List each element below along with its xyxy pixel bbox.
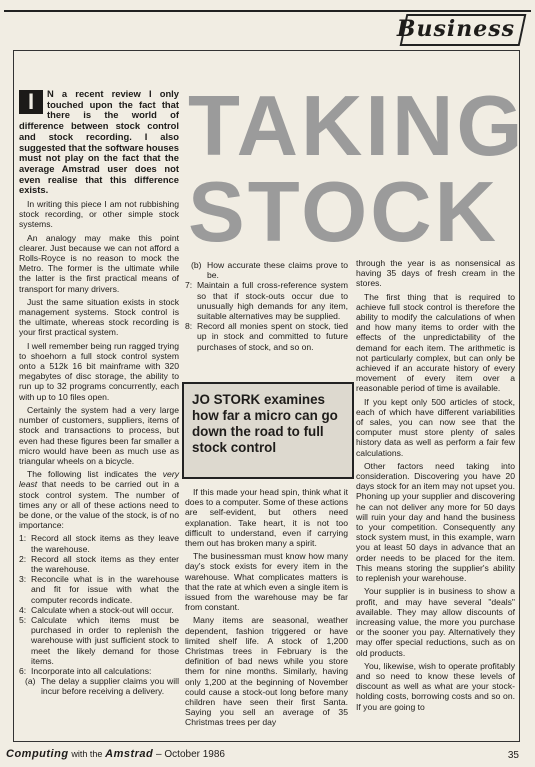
list-text: The delay a supplier claims you will incur before receiving a delivery. xyxy=(41,676,179,697)
list-item xyxy=(19,605,179,615)
headline-line-1: TAKING xyxy=(188,79,526,174)
list-item xyxy=(19,574,179,605)
page-number: 35 xyxy=(507,750,519,761)
paragraph: Your supplier is in business to show a profit, and may have several "deals" available. They may allow discounts of increasing value, the more you purchase or the sooner you pay. Alternatively they may offer special reductions, such as on old products. xyxy=(356,586,515,658)
list-number: 4: xyxy=(19,604,27,615)
paragraph: Many items are seasonal, weather dependent, fashion triggered or have limited shelf life. A stock of 1,200 Christmas trees in February is the definition of bad news while you store them for nine months. Similarly, having only 1,200 at the beginning of November could cause a stock-out long before many children have seen their first Santa. Saying you sell an average of 35 Christmas trees per day xyxy=(185,615,348,728)
author-name: JO STORK xyxy=(192,392,261,407)
standfirst-body: examines how far a micro can go down the road to full stock control xyxy=(192,392,338,455)
standfirst-text xyxy=(192,392,344,456)
column-2-bottom xyxy=(185,487,348,731)
headline-line-2: STOCK xyxy=(188,165,499,260)
list-item xyxy=(19,554,179,574)
list-item xyxy=(185,321,348,352)
paragraph: Other factors need taking into consideration. Discovering you have 20 days stock for an item may not upset you. Phoning up your supplier and discovering he can not deliver any more for 50 days will ruin your day and hand the business to your competition. Consequently any stock system must, in this example, warn you at least 50 days in advance that an order needs to be placed for the item. This means storing the supplier's ability to replenish your warehouse. xyxy=(356,460,515,584)
footer-masthead xyxy=(6,748,225,760)
paragraph: The businessman must know how many day's stock exists for every item in the warehouse. What complicates matters is that the rate at which even a single item is issued from the warehouse may be far from constant. xyxy=(185,551,348,613)
column-3 xyxy=(356,258,515,715)
section-label: Business xyxy=(396,16,515,42)
list-number: (a) xyxy=(25,676,36,687)
list-item xyxy=(19,615,179,666)
list-item xyxy=(185,260,348,280)
paragraph: Certainly the system had a very large number of customers, suppliers, items of stock and transactions to process, but even had these figures been far smaller a micro would have been as much use as triangular wheels on a bicycle. xyxy=(19,404,179,466)
list-text: Calculate which items must be purchased in order to replenish the warehouse with just sufficient stock to meet the likely demand for those items. xyxy=(31,614,179,666)
lead-text: N a recent review I only touched upon the fact that there is the world of difference between stock control and stock recording. I also suggested that the software houses must not play on the fact that the average Amstrad user does not even realise that this difference exists. xyxy=(19,88,179,196)
text: that needs to be carried out in a stock control system. The number of times any or all of these actions need to be done, or the value of the stock, is of no importance: xyxy=(19,479,179,531)
list-text: Maintain a full cross-reference system so that if stock-outs occur due to unusually high demands for any item, suitable alternatives may be supplied. xyxy=(197,280,348,322)
requirements-list xyxy=(19,533,179,696)
list-number: 5: xyxy=(19,614,27,625)
list-item xyxy=(19,533,179,553)
issue-date: – October 1986 xyxy=(156,749,225,760)
lead-paragraph xyxy=(19,89,179,196)
paragraph: In writing this piece I am not rubbishing stock recording, or other simple stock systems. xyxy=(19,199,179,230)
column-1 xyxy=(19,89,179,697)
list-number: 3: xyxy=(19,574,27,585)
list-number: 7: xyxy=(185,280,193,291)
list-text: How accurate these claims prove to be. xyxy=(207,260,348,281)
dropcap: I xyxy=(19,90,43,114)
list-number: 1: xyxy=(19,533,27,544)
paragraph: Just the same situation exists in stock management systems. Stock control is the ultimate, whereas stock recording is your first practical system. xyxy=(19,296,179,338)
magazine-name: Computing xyxy=(6,748,69,760)
list-number: 6: xyxy=(19,665,27,676)
paragraph: You, likewise, wish to operate profitably and so need to know these levels of discount as well as what are your stock-holding costs, borrowing costs and so on. If you are going to xyxy=(356,660,515,712)
footer-with-the: with the xyxy=(71,749,103,759)
emphasis: very least xyxy=(19,469,179,490)
column-2-top xyxy=(185,260,348,352)
paragraph: An analogy may make this point clearer. Just because we can not afford a Rolls-Royce is no reason to mock the Metro. The former is the ultimate while the latter is the first practical means of transport for many drivers. xyxy=(19,232,179,294)
standfirst-box xyxy=(182,382,354,479)
list-item xyxy=(19,666,179,676)
paragraph: The first thing that is required to achieve full stock control is therefore the ability to modify the calculations of when and how many items to order with the effects of the unpredictability of the demand for each item. The arithmetic is not particularly complex, but can only be achieved if an accurate history of every movement of every item over a reasonable period of time is available. xyxy=(356,291,515,394)
paragraph: I well remember being run ragged trying to shoehorn a full stock control system onto a 512k 16 bit mainframe with 320 megabytes of disc storage, the ability to run up to 32 programs concurrently, each with up to 10 files open. xyxy=(19,340,179,402)
paragraph: If you kept only 500 articles of stock, each of which have different variabilities of sales, you can now see that the computer must store plenty of sales history data as well as perform a fair few calculations. xyxy=(356,396,515,458)
list-text: Record all monies spent on stock, tied up in stock and committed to future purchases of stock, and so on. xyxy=(197,321,348,352)
text: The following list indicates the xyxy=(27,469,163,480)
list-item xyxy=(19,676,179,696)
magazine-brand: Amstrad xyxy=(105,748,154,760)
list-text: Incorporate into all calculations: xyxy=(31,665,152,676)
list-text: Record all stock items as they leave the warehouse. xyxy=(31,533,179,554)
list-text: Calculate when a stock-out will occur. xyxy=(31,604,174,615)
requirements-list-continued xyxy=(185,260,348,352)
list-number: (b) xyxy=(191,260,202,270)
paragraph: If this made your head spin, think what it does to a computer. Some of these actions are self-evident, but others need explanation. Take heart, it is not too difficult to understand, even if carrying them out has broken many a spirit. xyxy=(185,487,348,549)
list-number: 8: xyxy=(185,321,193,332)
paragraph: through the year is as nonsensical as having 35 days of fresh cream in the stores. xyxy=(356,258,515,289)
list-text: Record all stock items as they enter the warehouse. xyxy=(31,553,179,574)
headline xyxy=(188,79,526,260)
paragraph xyxy=(19,469,179,530)
list-text: Reconcile what is in the warehouse and fit for issue with what the computer records indicate. xyxy=(31,574,179,605)
list-number: 2: xyxy=(19,553,27,564)
list-item xyxy=(185,280,348,321)
